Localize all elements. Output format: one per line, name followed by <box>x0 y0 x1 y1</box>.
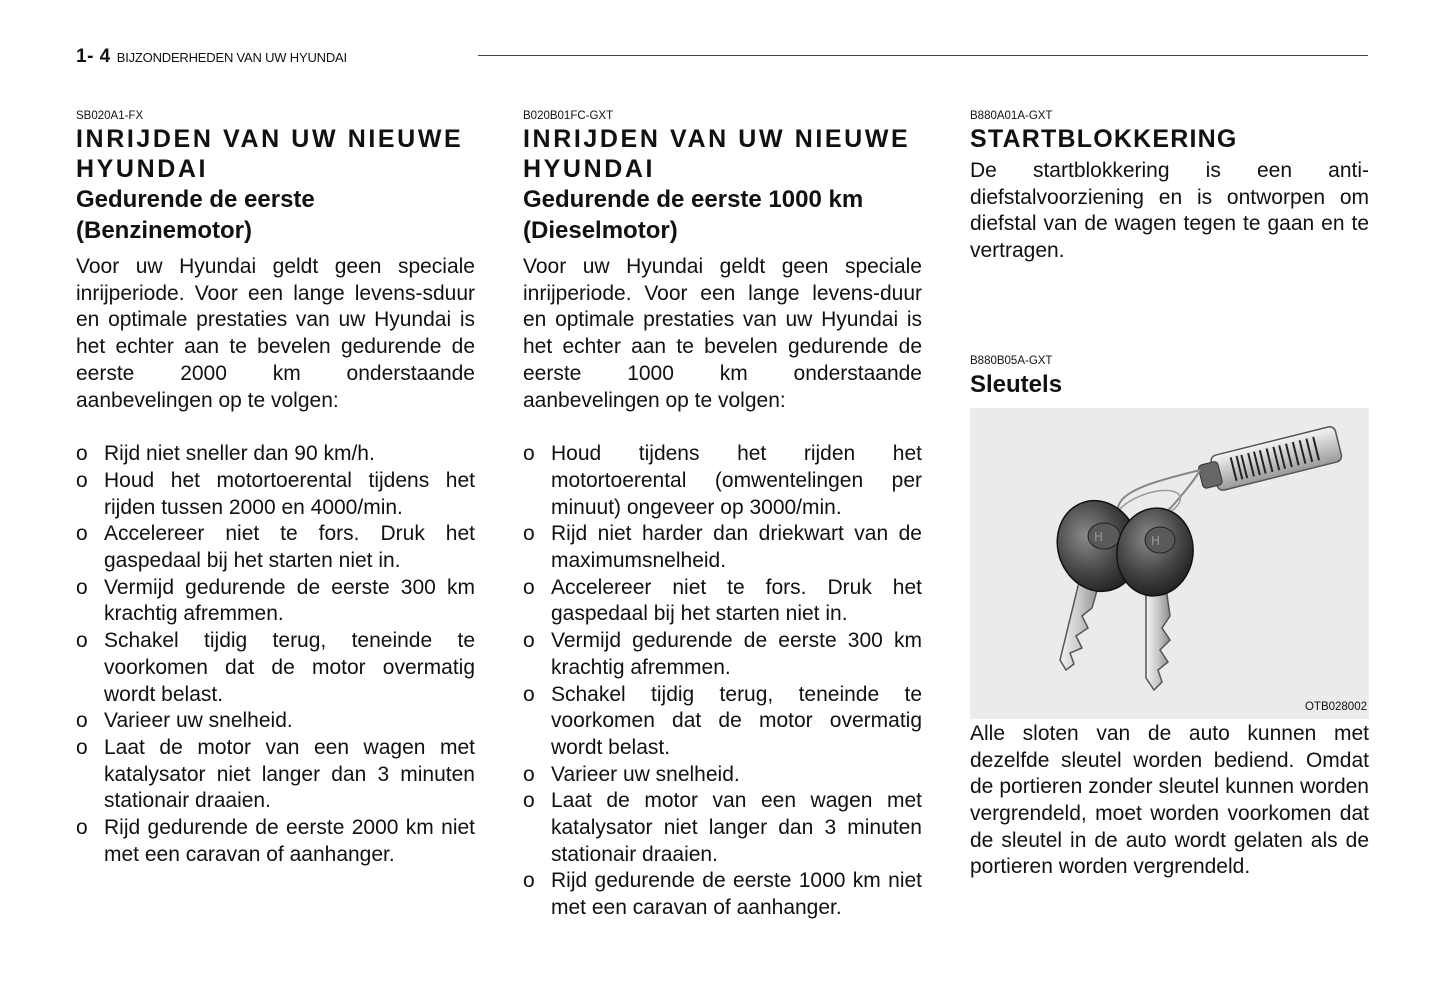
bullet-marker: o <box>523 522 535 546</box>
list-item: o Accelereer niet te fors. Druk het gaspedaal bij het starten niet in. <box>523 575 922 626</box>
bullet-marker: o <box>76 816 88 840</box>
list-item: o Varieer uw snelheid. <box>523 762 922 789</box>
header-rule <box>478 55 1368 56</box>
section-title: INRIJDEN VAN UW NIEUWE HYUNDAI <box>523 125 911 183</box>
bullet-marker: o <box>523 629 535 653</box>
list-item: o Houd het motortoerental tijdens het rijden tussen 2000 en 4000/min. <box>76 468 475 519</box>
bullet-marker: o <box>76 442 88 466</box>
list-item: o Rijd gedurende de eerste 2000 km niet met een caravan of aanhanger. <box>76 816 475 866</box>
bullet-marker: o <box>76 468 88 492</box>
column-immobilizer-keys <box>970 108 1369 881</box>
section-code: B020B01FC-GXT <box>523 110 614 122</box>
bullet-marker: o <box>523 442 535 466</box>
keys-section <box>970 353 1369 881</box>
list-item: o Vermijd gedurende de eerste 300 km krachtig afremmen. <box>76 575 475 626</box>
svg-text:H: H <box>1151 533 1161 548</box>
recommendation-list <box>76 441 475 868</box>
list-item: o Houd tijdens het rijden het motortoerental (omwentelingen per minuut) ongeveer op 3000/min. <box>523 442 922 519</box>
list-item: o Rijd niet sneller dan 90 km/h. <box>76 441 475 468</box>
section-code: SB020A1-FX <box>76 110 144 122</box>
figure-code: OTB028002 <box>1304 700 1367 713</box>
list-item: o Laat de motor van een wagen met katalysator niet langer dan 3 minuten stationair draaien. <box>76 735 475 813</box>
immobilizer-paragraph: De startblokkering is een anti-diefstalvoorziening en is ontworpen om diefstal van de wagen tegen te gaan en te vertragen. <box>970 159 1369 263</box>
page-number: 1- 4 <box>76 46 111 67</box>
list-item: o Schakel tijdig terug, teneinde te voorkomen dat de motor overmatig wordt belast. <box>523 682 922 759</box>
page-header <box>76 46 347 68</box>
bullet-marker: o <box>76 709 88 733</box>
section-subtitle: Gedurende de eerste 1000 km (Dieselmotor) <box>523 186 864 244</box>
immobilizer-section <box>970 108 1369 265</box>
section-subtitle: Gedurende de eerste (Benzinemotor) <box>76 186 315 244</box>
bullet-marker: o <box>76 629 88 653</box>
keys-paragraph: Alle sloten van de auto kunnen met dezelfde sleutel worden bediend. Omdat de portieren zonder sleutel kunnen worden vergrendeld, moet worden voorkomen dat de sleutel in de auto wordt gelaten als de portieren worden vergrendeld. <box>970 721 1369 879</box>
section-code: B880A01A-GXT <box>970 110 1053 122</box>
running-title: BIJZONDERHEDEN VAN UW HYUNDAI <box>116 50 347 65</box>
keys-illustration <box>970 408 1369 719</box>
list-item: o Varieer uw snelheid. <box>76 708 475 735</box>
list-item: o Vermijd gedurende de eerste 300 km krachtig afremmen. <box>523 629 922 679</box>
list-item: o Laat de motor van een wagen met katalysator niet langer dan 3 minuten stationair draaien. <box>523 789 922 866</box>
column-diesel-break-in <box>523 108 922 922</box>
intro-paragraph: Voor uw Hyundai geldt geen speciale inrijperiode. Voor een lange levens-duur en optimale prestaties van uw Hyundai is het echter aan te bevelen gedurende de eerste 1000 km onderstaande aanbevelingen op te volgen: <box>523 255 922 412</box>
bullet-marker: o <box>523 682 535 706</box>
bullet-marker: o <box>76 735 88 759</box>
list-item: o Accelereer niet te fors. Druk het gaspedaal bij het starten niet in. <box>76 522 475 573</box>
section-title: INRIJDEN VAN UW NIEUWE HYUNDAI <box>76 125 464 183</box>
bullet-marker: o <box>523 575 535 599</box>
intro-paragraph: Voor uw Hyundai geldt geen speciale inrijperiode. Voor een lange levens-sduur en optimale prestaties van uw Hyundai is het echter aan te bevelen gedurende de eerste 2000 km onderstaande aanbevelingen op te volgen: <box>76 255 475 412</box>
list-item: o Rijd niet harder dan driekwart van de maximumsnelheid. <box>523 522 922 573</box>
section-title: Sleutels <box>970 370 1063 398</box>
svg-text:H: H <box>1094 529 1104 544</box>
bullet-marker: o <box>523 869 535 893</box>
recommendation-list <box>523 441 922 922</box>
bullet-marker: o <box>76 522 88 546</box>
section-title: STARTBLOKKERING <box>970 125 1238 153</box>
list-item: o Schakel tijdig terug, teneinde te voorkomen dat de motor overmatig wordt belast. <box>76 629 475 706</box>
section-code: B880B05A-GXT <box>970 354 1053 367</box>
bullet-marker: o <box>523 762 535 786</box>
list-item: o Rijd gedurende de eerste 1000 km niet met een caravan of aanhanger. <box>523 869 922 920</box>
bullet-marker: o <box>76 575 88 599</box>
column-gasoline-break-in <box>76 108 475 868</box>
bullet-marker: o <box>523 789 535 813</box>
keys-icon <box>970 408 1369 719</box>
